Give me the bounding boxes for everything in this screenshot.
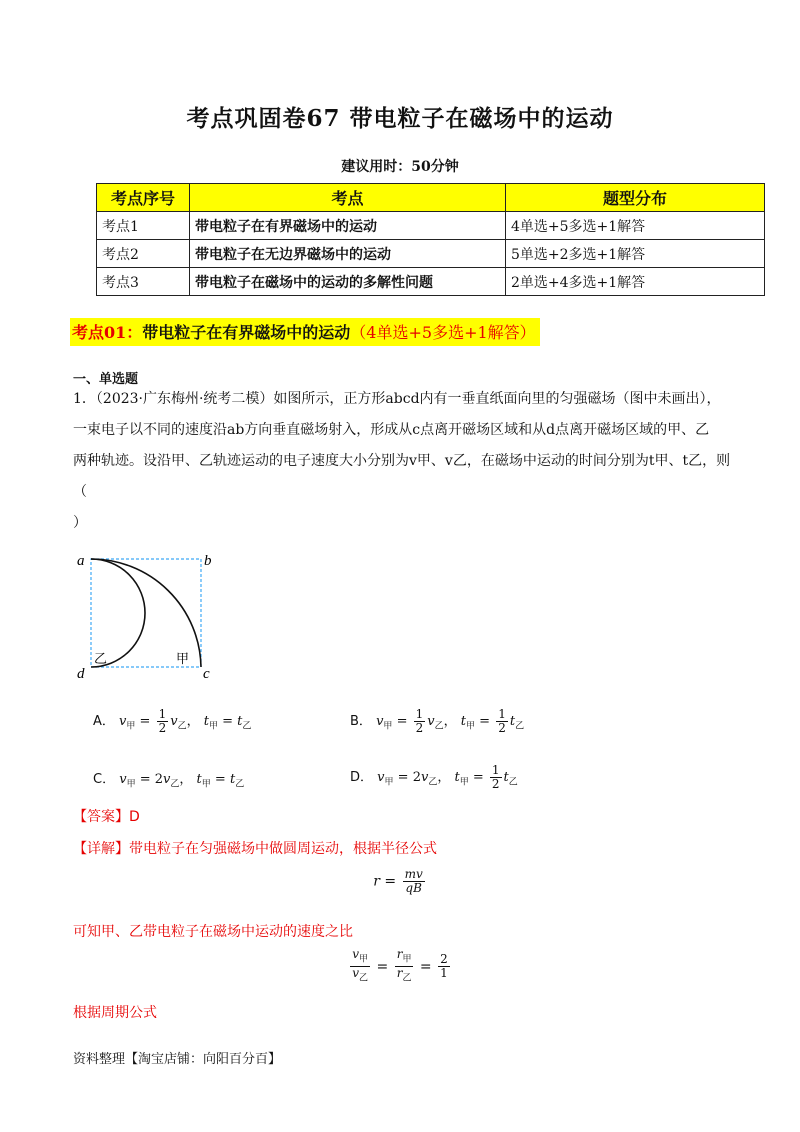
table-header: 考点序号 <box>97 184 190 212</box>
track-jia-path <box>91 559 201 667</box>
question-line: 1．（2023·广东梅州·统考二模）如图所示，正方形abcd内有一垂直纸面向里的匀强磁场（图中未画出）， <box>73 391 721 407</box>
fraction: $\frac{1}{2}$ <box>498 707 506 735</box>
table-row <box>97 240 765 268</box>
table-cell: 4单选+5多选+1解答 <box>506 212 765 240</box>
table-row <box>97 212 765 240</box>
answer: 【答案】D <box>73 809 140 825</box>
section-heading <box>70 318 540 346</box>
detail-text-2: 可知甲、乙带电粒子在磁场中运动的速度之比 <box>73 924 353 940</box>
question-line: 一束电子以不同的速度沿ab方向垂直磁场射入，形成从c点离开磁场区域和从d点离开磁场区域的甲、乙 <box>73 422 710 438</box>
table-cell: 带电粒子在有界磁场中的运动 <box>190 212 506 240</box>
trajectory-diagram <box>70 545 230 685</box>
section-name: 带电粒子在有界磁场中的运动 <box>142 323 351 342</box>
corner-b-label: b <box>204 553 212 569</box>
suggested-time: 建议用时：50分钟 <box>341 159 459 175</box>
fraction: $\frac{1}{2}$ <box>415 707 424 735</box>
table-cell: 考点2 <box>97 240 190 268</box>
corner-a-label: a <box>77 553 85 569</box>
question-type: 一、单选题 <box>73 372 139 387</box>
track-jia-label: 甲 <box>176 652 190 667</box>
detail-label: 【详解】 <box>73 841 129 857</box>
table-header: 考点 <box>190 184 506 212</box>
question-text <box>73 384 735 539</box>
page-title: 考点巩固卷67 带电粒子在磁场中的运动 <box>186 105 614 132</box>
option-b[interactable]: B． $v_甲$ = $\frac{1}{2}$ $v_乙$， $t_甲$ = $\frac{1}{2}$ $t_乙$ <box>350 707 525 735</box>
detail-line <box>73 838 437 858</box>
table-cell: 考点1 <box>97 212 190 240</box>
table-row <box>97 268 765 296</box>
track-yi-label: 乙 <box>94 652 108 667</box>
square-boundary <box>91 559 201 667</box>
table-cell: 2单选+4多选+1解答 <box>506 268 765 296</box>
option-a[interactable]: A． $v_甲$ = $\frac{1}{2}$ $v_乙$， $t_甲 = t_乙$ <box>93 707 252 735</box>
detail-text-3: 根据周期公式 <box>73 1005 157 1021</box>
table-header-row <box>97 184 765 212</box>
question-line: ） <box>73 515 87 531</box>
fraction: $\frac{mv}{qB}$ <box>404 867 423 895</box>
table-header: 题型分布 <box>506 184 765 212</box>
fraction: $\frac{1}{2}$ <box>158 707 167 735</box>
corner-c-label: c <box>203 666 210 682</box>
option-d[interactable]: D． $v_甲 = 2v_乙$， $t_甲$ = $\frac{1}{2}$ $t_乙$ <box>350 763 518 791</box>
table-cell: 带电粒子在无边界磁场中的运动 <box>190 240 506 268</box>
detail-text: 带电粒子在匀强磁场中做圆周运动，根据半径公式 <box>129 841 437 857</box>
section-prefix: 考点01： <box>72 323 143 342</box>
track-yi-path <box>91 559 145 667</box>
radius-formula: r = $\frac{mv}{qB}$ <box>373 867 423 895</box>
table-cell: 带电粒子在磁场中的运动的多解性问题 <box>190 268 506 296</box>
topic-table <box>96 183 765 296</box>
table-cell: 5单选+2多选+1解答 <box>506 240 765 268</box>
option-c[interactable]: C． $v_甲 = 2v_乙$， $t_甲 = t_乙$ <box>93 772 245 790</box>
corner-d-label: d <box>77 666 85 682</box>
question-line: 两种轨迹。设沿甲、乙轨迹运动的电子速度大小分别为v甲、v乙，在磁场中运动的时间分别为t甲、t乙，则（ <box>73 453 731 500</box>
section-distribution: （4单选+5多选+1解答） <box>350 323 536 342</box>
velocity-ratio-formula: $\frac{v_甲}{v_乙}$ = $\frac{r_甲}{r_乙}$ = $\frac{2}{1}$ <box>352 947 448 984</box>
footer: 资料整理【淘宝店铺：向阳百分百】 <box>73 1052 282 1067</box>
fraction: $\frac{1}{2}$ <box>491 763 500 791</box>
table-cell: 考点3 <box>97 268 190 296</box>
